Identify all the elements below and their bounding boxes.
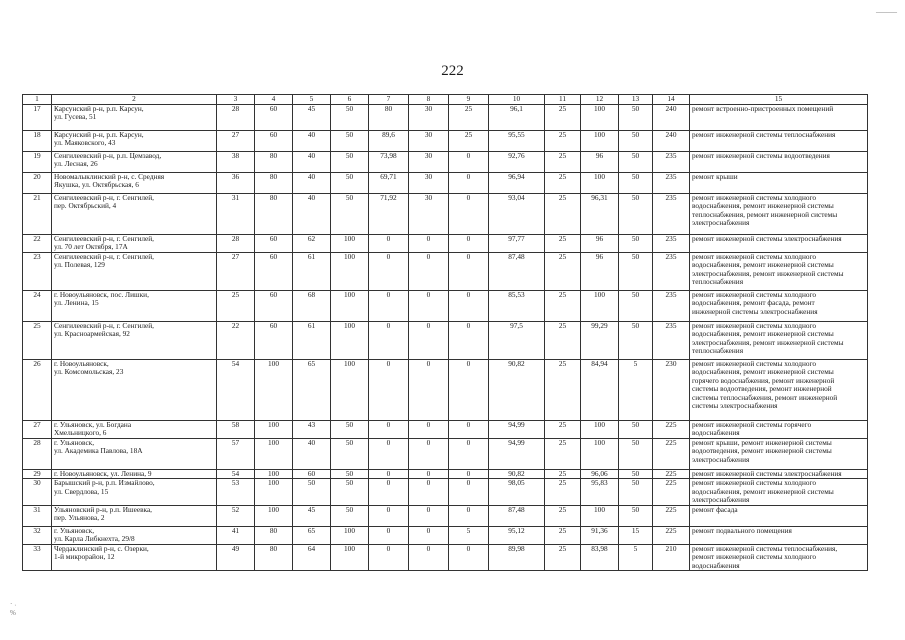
col-8: 30 <box>409 151 449 172</box>
work-description: ремонт инженерной системы водоотведения <box>690 151 868 172</box>
table-row <box>23 438 868 469</box>
header-cell: 9 <box>449 95 489 105</box>
work-description: ремонт встроенно-пристроенных помещений <box>690 104 868 130</box>
address: Новомалыклинский р-н, с. Средняя Якушка, ул. Октябрьская, 6 <box>52 172 217 193</box>
row-number: 28 <box>23 438 52 469</box>
table-row <box>23 130 868 151</box>
col-10: 94,99 <box>489 438 545 469</box>
col-5: 64 <box>293 544 331 571</box>
col-14: 235 <box>653 252 690 290</box>
row-number: 22 <box>23 234 52 252</box>
col-9: 0 <box>449 505 489 526</box>
address: Сенгилеевский р-н, р.п. Цемзавод, ул. Лесная, 26 <box>52 151 217 172</box>
col-13: 50 <box>619 321 653 359</box>
col-11: 25 <box>545 479 581 506</box>
col-11: 25 <box>545 104 581 130</box>
col-13: 50 <box>619 130 653 151</box>
header-cell: 2 <box>52 95 217 105</box>
col-6: 50 <box>331 469 369 479</box>
col-14: 210 <box>653 544 690 571</box>
col-9: 0 <box>449 438 489 469</box>
header-cell: 15 <box>690 95 868 105</box>
col-10: 95,12 <box>489 526 545 544</box>
col-11: 25 <box>545 193 581 234</box>
col-11: 25 <box>545 234 581 252</box>
col-4: 60 <box>255 234 293 252</box>
table-row <box>23 359 868 420</box>
table-row <box>23 469 868 479</box>
address: Ульяновский р-н, р.п. Ишеевка, пер. Ульянова, 2 <box>52 505 217 526</box>
col-13: 50 <box>619 234 653 252</box>
col-3: 53 <box>217 479 255 506</box>
col-5: 40 <box>293 130 331 151</box>
col-4: 60 <box>255 130 293 151</box>
address: Сенгилеевский р-н, г. Сенгилей, ул. 70 лет Октября, 17А <box>52 234 217 252</box>
col-8: 0 <box>409 252 449 290</box>
col-10: 97,5 <box>489 321 545 359</box>
address: г. Новоульяновск, ул. Ленина, 9 <box>52 469 217 479</box>
header-cell: 10 <box>489 95 545 105</box>
col-7: 0 <box>369 469 409 479</box>
col-6: 50 <box>331 172 369 193</box>
work-description: ремонт инженерной системы электроснабжения <box>690 234 868 252</box>
address: г. Ульяновск, ул. Карла Либкнехта, 29/8 <box>52 526 217 544</box>
col-6: 50 <box>331 104 369 130</box>
col-11: 25 <box>545 438 581 469</box>
col-4: 100 <box>255 505 293 526</box>
col-9: 0 <box>449 193 489 234</box>
col-7: 69,71 <box>369 172 409 193</box>
col-11: 25 <box>545 172 581 193</box>
col-5: 60 <box>293 469 331 479</box>
col-11: 25 <box>545 359 581 420</box>
work-description: ремонт инженерной системы теплоснабжения, ремонт инженерной системы холодного водоснабжения <box>690 544 868 571</box>
col-5: 50 <box>293 479 331 506</box>
row-number: 31 <box>23 505 52 526</box>
col-8: 0 <box>409 234 449 252</box>
col-3: 58 <box>217 420 255 438</box>
table-row <box>23 526 868 544</box>
col-3: 41 <box>217 526 255 544</box>
col-11: 25 <box>545 130 581 151</box>
address: Сенгилеевский р-н, г. Сенгилей, ул. Полевая, 129 <box>52 252 217 290</box>
col-11: 25 <box>545 469 581 479</box>
col-11: 25 <box>545 151 581 172</box>
col-12: 96 <box>581 252 619 290</box>
col-7: 0 <box>369 252 409 290</box>
table-row <box>23 234 868 252</box>
col-12: 95,83 <box>581 479 619 506</box>
col-9: 0 <box>449 321 489 359</box>
col-6: 50 <box>331 438 369 469</box>
work-description: ремонт инженерной системы холодного водоснабжения, ремонт инженерной системы горячего водоснабжения, ремонт инженерной системы водоотведения, ремонт инженерной системы теплоснабжения, ремонт инженерной системы электроснабжения <box>690 359 868 420</box>
col-12: 96,06 <box>581 469 619 479</box>
col-3: 27 <box>217 130 255 151</box>
col-9: 0 <box>449 359 489 420</box>
col-8: 0 <box>409 290 449 321</box>
col-11: 25 <box>545 505 581 526</box>
col-14: 235 <box>653 151 690 172</box>
col-5: 40 <box>293 151 331 172</box>
scan-mark: · ˒ % <box>10 600 17 617</box>
col-7: 0 <box>369 505 409 526</box>
col-3: 52 <box>217 505 255 526</box>
row-number: 32 <box>23 526 52 544</box>
col-7: 0 <box>369 420 409 438</box>
col-5: 61 <box>293 252 331 290</box>
row-number: 33 <box>23 544 52 571</box>
col-10: 93,04 <box>489 193 545 234</box>
row-number: 29 <box>23 469 52 479</box>
col-8: 0 <box>409 505 449 526</box>
col-13: 50 <box>619 104 653 130</box>
col-14: 235 <box>653 290 690 321</box>
row-number: 20 <box>23 172 52 193</box>
col-11: 25 <box>545 544 581 571</box>
col-6: 100 <box>331 252 369 290</box>
table-row <box>23 252 868 290</box>
row-number: 24 <box>23 290 52 321</box>
col-8: 30 <box>409 104 449 130</box>
col-9: 5 <box>449 526 489 544</box>
col-5: 45 <box>293 505 331 526</box>
col-10: 94,99 <box>489 420 545 438</box>
header-cell: 11 <box>545 95 581 105</box>
col-7: 71,92 <box>369 193 409 234</box>
header-cell: 5 <box>293 95 331 105</box>
col-7: 0 <box>369 321 409 359</box>
col-14: 230 <box>653 359 690 420</box>
col-6: 100 <box>331 526 369 544</box>
header-cell: 12 <box>581 95 619 105</box>
col-10: 92,76 <box>489 151 545 172</box>
col-3: 22 <box>217 321 255 359</box>
address: Чердаклинский р-н, с. Озерки, 1-й микрорайон, 12 <box>52 544 217 571</box>
col-5: 43 <box>293 420 331 438</box>
row-number: 26 <box>23 359 52 420</box>
col-4: 100 <box>255 359 293 420</box>
col-14: 235 <box>653 321 690 359</box>
col-10: 98,05 <box>489 479 545 506</box>
col-13: 50 <box>619 438 653 469</box>
col-6: 50 <box>331 151 369 172</box>
col-8: 0 <box>409 469 449 479</box>
col-12: 96,31 <box>581 193 619 234</box>
col-9: 0 <box>449 420 489 438</box>
data-table <box>22 94 868 571</box>
col-14: 225 <box>653 438 690 469</box>
col-8: 0 <box>409 544 449 571</box>
col-14: 235 <box>653 172 690 193</box>
col-3: 38 <box>217 151 255 172</box>
col-8: 0 <box>409 359 449 420</box>
page-number: 222 <box>441 63 464 79</box>
table-row <box>23 290 868 321</box>
col-7: 0 <box>369 234 409 252</box>
col-14: 235 <box>653 193 690 234</box>
col-5: 40 <box>293 193 331 234</box>
col-13: 50 <box>619 252 653 290</box>
row-number: 27 <box>23 420 52 438</box>
col-5: 65 <box>293 526 331 544</box>
col-4: 60 <box>255 290 293 321</box>
work-description: ремонт инженерной системы холодного водоснабжения, ремонт инженерной системы теплоснабжения, ремонт инженерной системы электроснабжения <box>690 193 868 234</box>
header-cell: 13 <box>619 95 653 105</box>
col-5: 45 <box>293 104 331 130</box>
col-9: 0 <box>449 290 489 321</box>
col-6: 50 <box>331 420 369 438</box>
col-14: 225 <box>653 479 690 506</box>
col-12: 100 <box>581 290 619 321</box>
address: г. Ульяновск, ул. Академика Павлова, 18А <box>52 438 217 469</box>
work-description: ремонт инженерной системы электроснабжения <box>690 469 868 479</box>
col-4: 100 <box>255 420 293 438</box>
col-3: 54 <box>217 359 255 420</box>
col-6: 100 <box>331 290 369 321</box>
col-6: 50 <box>331 505 369 526</box>
col-6: 100 <box>331 544 369 571</box>
col-8: 0 <box>409 479 449 506</box>
col-11: 25 <box>545 252 581 290</box>
table-row <box>23 420 868 438</box>
address: Карсунский р-н, р.п. Карсун, ул. Маяковского, 43 <box>52 130 217 151</box>
col-6: 100 <box>331 359 369 420</box>
header-row <box>23 95 868 105</box>
col-3: 49 <box>217 544 255 571</box>
col-8: 30 <box>409 193 449 234</box>
header-cell: 14 <box>653 95 690 105</box>
table-row <box>23 104 868 130</box>
address: Барышский р-н, р.п. Измайлово, ул. Свердлова, 15 <box>52 479 217 506</box>
col-9: 0 <box>449 172 489 193</box>
col-4: 80 <box>255 151 293 172</box>
table-row <box>23 151 868 172</box>
col-9: 0 <box>449 469 489 479</box>
col-4: 100 <box>255 438 293 469</box>
col-10: 90,82 <box>489 359 545 420</box>
col-3: 28 <box>217 104 255 130</box>
col-8: 0 <box>409 321 449 359</box>
col-12: 96 <box>581 234 619 252</box>
col-10: 85,53 <box>489 290 545 321</box>
col-5: 40 <box>293 172 331 193</box>
col-4: 80 <box>255 526 293 544</box>
work-description: ремонт инженерной системы теплоснабжения <box>690 130 868 151</box>
col-12: 100 <box>581 104 619 130</box>
col-8: 0 <box>409 438 449 469</box>
col-12: 84,94 <box>581 359 619 420</box>
col-14: 240 <box>653 104 690 130</box>
col-4: 100 <box>255 469 293 479</box>
col-10: 97,77 <box>489 234 545 252</box>
col-13: 50 <box>619 479 653 506</box>
col-3: 31 <box>217 193 255 234</box>
work-description: ремонт инженерной системы холодного водоснабжения, ремонт инженерной системы электроснабжения <box>690 479 868 506</box>
col-13: 50 <box>619 469 653 479</box>
col-7: 0 <box>369 290 409 321</box>
col-13: 50 <box>619 193 653 234</box>
col-3: 28 <box>217 234 255 252</box>
col-4: 60 <box>255 321 293 359</box>
col-4: 80 <box>255 544 293 571</box>
row-number: 25 <box>23 321 52 359</box>
col-11: 25 <box>545 321 581 359</box>
col-10: 96,1 <box>489 104 545 130</box>
header-cell: 4 <box>255 95 293 105</box>
col-6: 50 <box>331 130 369 151</box>
col-8: 0 <box>409 420 449 438</box>
work-description: ремонт подвального помещения <box>690 526 868 544</box>
col-12: 99,29 <box>581 321 619 359</box>
col-14: 240 <box>653 130 690 151</box>
col-6: 100 <box>331 234 369 252</box>
col-5: 68 <box>293 290 331 321</box>
table-row <box>23 505 868 526</box>
col-6: 100 <box>331 321 369 359</box>
col-9: 25 <box>449 130 489 151</box>
work-description: ремонт инженерной системы холодного водоснабжения, ремонт инженерной системы электроснабжения, ремонт инженерной системы теплоснабжения <box>690 252 868 290</box>
col-9: 25 <box>449 104 489 130</box>
row-number: 17 <box>23 104 52 130</box>
col-3: 54 <box>217 469 255 479</box>
col-7: 0 <box>369 544 409 571</box>
col-13: 5 <box>619 544 653 571</box>
col-6: 50 <box>331 193 369 234</box>
address: Сенгилеевский р-н, г. Сенгилей, ул. Красноармейская, 92 <box>52 321 217 359</box>
col-12: 100 <box>581 438 619 469</box>
col-9: 0 <box>449 544 489 571</box>
col-14: 225 <box>653 420 690 438</box>
col-10: 87,48 <box>489 252 545 290</box>
col-8: 30 <box>409 130 449 151</box>
col-4: 80 <box>255 193 293 234</box>
col-13: 50 <box>619 420 653 438</box>
col-4: 80 <box>255 172 293 193</box>
col-7: 0 <box>369 479 409 506</box>
work-description: ремонт инженерной системы горячего водоснабжения <box>690 420 868 438</box>
col-12: 100 <box>581 505 619 526</box>
table-row <box>23 172 868 193</box>
col-10: 89,98 <box>489 544 545 571</box>
col-12: 100 <box>581 420 619 438</box>
col-3: 36 <box>217 172 255 193</box>
address: Карсунский р-н, р.п. Карсун, ул. Гусева, 51 <box>52 104 217 130</box>
col-11: 25 <box>545 420 581 438</box>
col-13: 15 <box>619 526 653 544</box>
col-5: 40 <box>293 438 331 469</box>
col-5: 65 <box>293 359 331 420</box>
col-7: 80 <box>369 104 409 130</box>
col-12: 91,36 <box>581 526 619 544</box>
col-4: 100 <box>255 479 293 506</box>
table-row <box>23 193 868 234</box>
row-number: 23 <box>23 252 52 290</box>
col-7: 0 <box>369 438 409 469</box>
corner-mark: ______ <box>876 6 897 14</box>
col-9: 0 <box>449 151 489 172</box>
col-9: 0 <box>449 252 489 290</box>
col-12: 100 <box>581 172 619 193</box>
col-5: 62 <box>293 234 331 252</box>
col-13: 5 <box>619 359 653 420</box>
col-12: 100 <box>581 130 619 151</box>
col-10: 90,82 <box>489 469 545 479</box>
address: г. Новоульяновск, ул. Комсомольская, 23 <box>52 359 217 420</box>
col-14: 225 <box>653 505 690 526</box>
header-cell: 6 <box>331 95 369 105</box>
row-number: 21 <box>23 193 52 234</box>
col-13: 50 <box>619 151 653 172</box>
col-11: 25 <box>545 290 581 321</box>
col-10: 96,94 <box>489 172 545 193</box>
address: Сенгилеевский р-н, г. Сенгилей, пер. Октябрьский, 4 <box>52 193 217 234</box>
col-14: 225 <box>653 526 690 544</box>
col-14: 235 <box>653 234 690 252</box>
row-number: 18 <box>23 130 52 151</box>
col-11: 25 <box>545 526 581 544</box>
col-3: 25 <box>217 290 255 321</box>
col-14: 225 <box>653 469 690 479</box>
col-4: 60 <box>255 252 293 290</box>
col-10: 87,48 <box>489 505 545 526</box>
table-row <box>23 479 868 506</box>
header-cell: 7 <box>369 95 409 105</box>
col-12: 83,98 <box>581 544 619 571</box>
row-number: 30 <box>23 479 52 506</box>
col-3: 57 <box>217 438 255 469</box>
work-description: ремонт крыши, ремонт инженерной системы водоотведения, ремонт инженерной системы электроснабжения <box>690 438 868 469</box>
col-6: 50 <box>331 479 369 506</box>
col-7: 89,6 <box>369 130 409 151</box>
col-9: 0 <box>449 479 489 506</box>
col-13: 50 <box>619 505 653 526</box>
work-description: ремонт инженерной системы холодного водоснабжения, ремонт фасада, ремонт инженерной системы электроснабжения <box>690 290 868 321</box>
table-row <box>23 321 868 359</box>
table-row <box>23 544 868 571</box>
col-3: 27 <box>217 252 255 290</box>
address: г. Новоульяновск, пос. Лишки, ул. Ленина, 15 <box>52 290 217 321</box>
col-7: 0 <box>369 359 409 420</box>
col-7: 73,98 <box>369 151 409 172</box>
col-12: 96 <box>581 151 619 172</box>
col-13: 50 <box>619 172 653 193</box>
col-9: 0 <box>449 234 489 252</box>
header-cell: 3 <box>217 95 255 105</box>
work-description: ремонт фасада <box>690 505 868 526</box>
col-4: 60 <box>255 104 293 130</box>
header-cell: 8 <box>409 95 449 105</box>
work-description: ремонт крыши <box>690 172 868 193</box>
col-7: 0 <box>369 526 409 544</box>
work-description: ремонт инженерной системы холодного водоснабжения, ремонт инженерной системы электроснабжения, ремонт инженерной системы теплоснабжения <box>690 321 868 359</box>
col-13: 50 <box>619 290 653 321</box>
col-8: 0 <box>409 526 449 544</box>
col-5: 61 <box>293 321 331 359</box>
row-number: 19 <box>23 151 52 172</box>
header-cell: 1 <box>23 95 52 105</box>
col-8: 30 <box>409 172 449 193</box>
col-10: 95,55 <box>489 130 545 151</box>
address: г. Ульяновск, ул. Богдана Хмельницкого, 6 <box>52 420 217 438</box>
